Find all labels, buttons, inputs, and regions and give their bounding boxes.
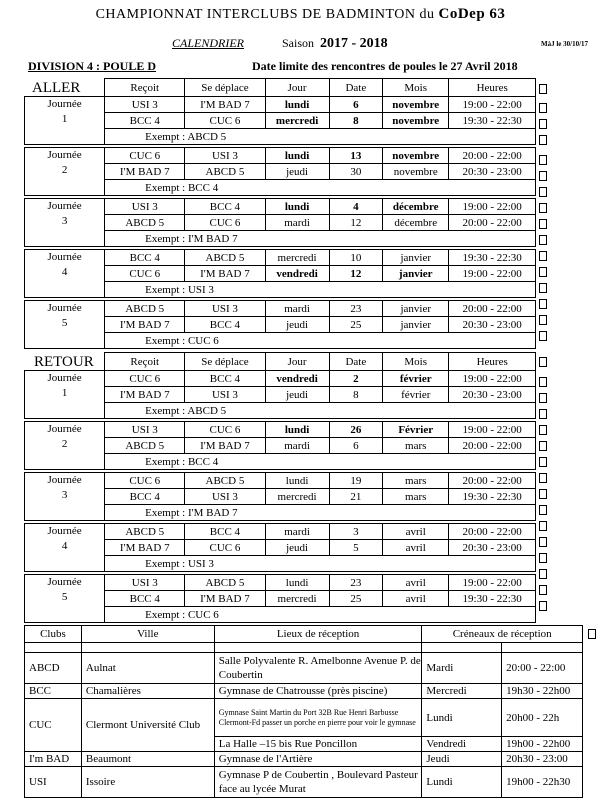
column-header: Heures xyxy=(449,353,536,371)
cell-jour: vendredi xyxy=(265,266,329,282)
cell-mois: décembre xyxy=(383,215,449,231)
cell-away: ABCD 5 xyxy=(185,473,265,489)
club-heure: 20h00 - 22h xyxy=(502,699,583,737)
checkbox-icon[interactable] xyxy=(539,119,547,129)
cell-home: CUC 6 xyxy=(105,266,185,282)
exempt-cell: Exempt : BCC 4 xyxy=(105,454,536,470)
retour-label: RETOUR xyxy=(34,354,94,370)
club-ville: Beaumont xyxy=(81,752,214,767)
checkbox-icon[interactable] xyxy=(539,357,547,367)
cell-away: USI 3 xyxy=(185,387,265,403)
journee-cell xyxy=(25,148,105,196)
cell-home: BCC 4 xyxy=(105,113,185,129)
clubs-header-lieu: Lieux de réception xyxy=(214,626,422,643)
match-row xyxy=(25,250,536,266)
cell-heures: 20:00 - 22:00 xyxy=(449,148,536,164)
cell-home: BCC 4 xyxy=(105,489,185,505)
checkbox-icon[interactable] xyxy=(539,505,547,515)
retour-table xyxy=(24,352,536,623)
cell-home: I'M BAD 7 xyxy=(105,540,185,556)
cell-mois: avril xyxy=(383,575,449,591)
cell-home: USI 3 xyxy=(105,422,185,438)
cell-heures: 19:30 - 22:30 xyxy=(449,250,536,266)
checkbox-icon[interactable] xyxy=(539,425,547,435)
cell-mois: mars xyxy=(383,473,449,489)
title-org: CoDep 63 xyxy=(438,6,506,22)
checkbox-icon[interactable] xyxy=(539,585,547,595)
club-jour: Mardi xyxy=(422,653,502,684)
aller-label: ALLER xyxy=(32,80,81,96)
cell-date: 21 xyxy=(329,489,382,505)
journee-number: 3 xyxy=(61,215,68,227)
exempt-cell: Exempt : I'M BAD 7 xyxy=(105,231,536,247)
cell-home: ABCD 5 xyxy=(105,301,185,317)
saison-label: Saison xyxy=(282,36,315,50)
cell-home: USI 3 xyxy=(105,575,185,591)
checkbox-icon[interactable] xyxy=(539,103,547,113)
cell-jour: lundi xyxy=(265,97,329,113)
journee-cell xyxy=(25,524,105,572)
column-header: Jour xyxy=(265,353,329,371)
checkbox-icon[interactable] xyxy=(539,171,547,181)
cell-home: ABCD 5 xyxy=(105,215,185,231)
checkbox-icon[interactable] xyxy=(539,235,547,245)
cell-away: CUC 6 xyxy=(185,540,265,556)
journee-label: Journée xyxy=(47,474,82,486)
cell-away: USI 3 xyxy=(185,301,265,317)
cell-home: I'M BAD 7 xyxy=(105,387,185,403)
cell-heures: 20:30 - 23:00 xyxy=(449,164,536,180)
cell-home: USI 3 xyxy=(105,97,185,113)
cell-jour: jeudi xyxy=(265,164,329,180)
journee-number: 4 xyxy=(61,540,68,552)
checkbox-icon[interactable] xyxy=(539,203,547,213)
checkbox-icon[interactable] xyxy=(588,629,596,639)
club-jour: Lundi xyxy=(422,767,502,798)
journee-label: Journée xyxy=(47,372,82,384)
journee-cell xyxy=(25,301,105,349)
clubs-header-ville: Ville xyxy=(81,626,214,643)
deadline-text: Date limite des rencontres de poules le 27 Avril 2018 xyxy=(252,59,518,73)
exempt-cell: Exempt : CUC 6 xyxy=(105,607,536,623)
exempt-cell: Exempt : ABCD 5 xyxy=(105,129,536,145)
cell-heures: 19:30 - 22:30 xyxy=(449,591,536,607)
maj-date: MàJ le 30/10/17 xyxy=(541,40,589,48)
cell-date: 25 xyxy=(329,317,382,333)
column-header: Date xyxy=(329,353,382,371)
exempt-cell: Exempt : USI 3 xyxy=(105,282,536,298)
cell-away: USI 3 xyxy=(185,489,265,505)
club-ville: Issoire xyxy=(81,767,214,798)
cell-away: I'M BAD 7 xyxy=(185,591,265,607)
cell-home: I'M BAD 7 xyxy=(105,164,185,180)
saison xyxy=(282,36,388,52)
cell-mois: mars xyxy=(383,438,449,454)
journee-number: 1 xyxy=(61,113,68,125)
club-ville: Chamalières xyxy=(81,684,214,699)
cell-jour: mercredi xyxy=(265,250,329,266)
cell-heures: 20:30 - 23:00 xyxy=(449,387,536,403)
checkbox-icon[interactable] xyxy=(539,409,547,419)
cell-jour: mercredi xyxy=(265,591,329,607)
cell-away: I'M BAD 7 xyxy=(185,97,265,113)
cell-mois: avril xyxy=(383,540,449,556)
cell-date: 5 xyxy=(329,540,382,556)
cell-heures: 19:00 - 22:00 xyxy=(449,97,536,113)
checkbox-icon[interactable] xyxy=(539,377,547,387)
club-name: I'm BAD xyxy=(25,752,82,767)
club-name: ABCD xyxy=(25,653,82,684)
cell-heures: 20:00 - 22:00 xyxy=(449,473,536,489)
journee-label: Journée xyxy=(47,525,82,537)
cell-mois: janvier xyxy=(383,266,449,282)
exempt-cell: Exempt : USI 3 xyxy=(105,556,536,572)
cell-date: 12 xyxy=(329,215,382,231)
cell-date: 26 xyxy=(329,422,382,438)
journee-label: Journée xyxy=(47,149,82,161)
division-label xyxy=(28,59,156,74)
cell-heures: 19:00 - 22:00 xyxy=(449,422,536,438)
cell-heures: 20:00 - 22:00 xyxy=(449,438,536,454)
column-header: Reçoit xyxy=(105,353,185,371)
cell-away: CUC 6 xyxy=(185,113,265,129)
checkbox-icon[interactable] xyxy=(539,441,547,451)
club-heure: 19h00 - 22h30 xyxy=(502,767,583,798)
club-name: BCC xyxy=(25,684,82,699)
journee-label: Journée xyxy=(47,200,82,212)
cell-date: 23 xyxy=(329,301,382,317)
club-heure: 20h30 - 23:00 xyxy=(502,752,583,767)
club-jour: Vendredi xyxy=(422,737,502,752)
journee-number: 2 xyxy=(61,438,68,450)
cell-jour: mercredi xyxy=(265,489,329,505)
checkbox-icon[interactable] xyxy=(539,569,547,579)
checkbox-icon[interactable] xyxy=(539,473,547,483)
cell-date: 19 xyxy=(329,473,382,489)
checkbox-icon[interactable] xyxy=(539,489,547,499)
club-name: USI xyxy=(25,767,82,798)
cell-heures: 19:00 - 22:00 xyxy=(449,199,536,215)
cell-jour: vendredi xyxy=(265,371,329,387)
cell-mois: janvier xyxy=(383,250,449,266)
clubs-table xyxy=(24,625,583,798)
checkbox-icon[interactable] xyxy=(539,601,547,611)
checkbox-icon[interactable] xyxy=(539,267,547,277)
match-row xyxy=(25,524,536,540)
club-lieu: Salle Polyvalente R. Amelbonne Avenue P. de Coubertin xyxy=(214,653,422,684)
cell-jour: lundi xyxy=(265,575,329,591)
journee-number: 1 xyxy=(61,387,68,399)
cell-date: 2 xyxy=(329,371,382,387)
cell-jour: mardi xyxy=(265,524,329,540)
cell-date: 30 xyxy=(329,164,382,180)
calendrier-label: CALENDRIER xyxy=(172,36,244,50)
checkbox-icon[interactable] xyxy=(539,283,547,293)
cell-date: 13 xyxy=(329,148,382,164)
cell-heures: 19:00 - 22:00 xyxy=(449,371,536,387)
cell-mois: avril xyxy=(383,524,449,540)
cell-away: I'M BAD 7 xyxy=(185,438,265,454)
journee-cell xyxy=(25,97,105,145)
journee-label: Journée xyxy=(47,98,82,110)
journee-cell xyxy=(25,199,105,247)
club-lieu: Gymnase de Chatrousse (près piscine) xyxy=(214,684,422,699)
cell-mois: janvier xyxy=(383,317,449,333)
column-header: Heures xyxy=(449,79,536,97)
cell-mois: février xyxy=(383,387,449,403)
cell-heures: 20:30 - 23:00 xyxy=(449,317,536,333)
cell-jour: jeudi xyxy=(265,387,329,403)
division-text: DIVISION 4 : POULE D xyxy=(28,59,157,73)
cell-date: 4 xyxy=(329,199,382,215)
cell-date: 23 xyxy=(329,575,382,591)
journee-label: Journée xyxy=(47,302,82,314)
checkbox-icon[interactable] xyxy=(539,299,547,309)
cell-jour: lundi xyxy=(265,422,329,438)
exempt-cell: Exempt : I'M BAD 7 xyxy=(105,505,536,521)
cell-date: 25 xyxy=(329,591,382,607)
cell-away: CUC 6 xyxy=(185,422,265,438)
cell-away: ABCD 5 xyxy=(185,164,265,180)
cell-heures: 19:30 - 22:30 xyxy=(449,113,536,129)
cell-home: I'M BAD 7 xyxy=(105,317,185,333)
cell-jour: lundi xyxy=(265,148,329,164)
cell-heures: 19:30 - 22:30 xyxy=(449,489,536,505)
club-heure: 19h00 - 22h00 xyxy=(502,737,583,752)
checkbox-icon[interactable] xyxy=(539,521,547,531)
exempt-cell: Exempt : CUC 6 xyxy=(105,333,536,349)
cell-away: USI 3 xyxy=(185,148,265,164)
cell-jour: mercredi xyxy=(265,113,329,129)
match-row xyxy=(25,422,536,438)
match-row xyxy=(25,473,536,489)
cell-date: 10 xyxy=(329,250,382,266)
cell-away: I'M BAD 7 xyxy=(185,266,265,282)
cell-date: 12 xyxy=(329,266,382,282)
journee-cell xyxy=(25,422,105,470)
cell-mois: novembre xyxy=(383,164,449,180)
match-row xyxy=(25,97,536,113)
cell-jour: jeudi xyxy=(265,540,329,556)
aller-table xyxy=(24,78,536,349)
journee-number: 3 xyxy=(61,489,68,501)
cell-jour: lundi xyxy=(265,473,329,489)
cell-date: 8 xyxy=(329,387,382,403)
checkbox-icon[interactable] xyxy=(539,553,547,563)
club-jour: Lundi xyxy=(422,699,502,737)
cell-mois: décembre xyxy=(383,199,449,215)
club-jour: Jeudi xyxy=(422,752,502,767)
column-header: Reçoit xyxy=(105,79,185,97)
journee-cell xyxy=(25,371,105,419)
cell-date: 6 xyxy=(329,438,382,454)
cell-home: ABCD 5 xyxy=(105,524,185,540)
journee-number: 2 xyxy=(61,164,68,176)
exempt-cell: Exempt : BCC 4 xyxy=(105,180,536,196)
match-row xyxy=(25,199,536,215)
saison-value: 2017 - 2018 xyxy=(320,36,388,51)
checkbox-icon[interactable] xyxy=(539,331,547,341)
clubs-header-club: Clubs xyxy=(25,626,82,643)
cell-date: 6 xyxy=(329,97,382,113)
journee-label: Journée xyxy=(47,576,82,588)
clubs-header-creneaux: Créneaux de réception xyxy=(422,626,583,643)
club-ville: Aulnat xyxy=(81,653,214,684)
cell-mois: janvier xyxy=(383,301,449,317)
checkbox-icon[interactable] xyxy=(539,155,547,165)
club-lieu: Gymnase Saint Martin du Port 32B Rue Henri Barbusse Clermont-Fd passer un porche en pierre pour voir le gymnase xyxy=(214,699,422,737)
club-lieu: Gymnase de l'Artière xyxy=(214,752,422,767)
cell-mois: Février xyxy=(383,422,449,438)
column-header: Se déplace xyxy=(185,353,265,371)
club-name: CUC xyxy=(25,699,82,752)
cell-mois: février xyxy=(383,371,449,387)
club-heure: 20:00 - 22:00 xyxy=(502,653,583,684)
cell-heures: 19:00 - 22:00 xyxy=(449,266,536,282)
cell-home: USI 3 xyxy=(105,199,185,215)
journee-cell xyxy=(25,250,105,298)
journee-cell xyxy=(25,473,105,521)
cell-jour: mardi xyxy=(265,301,329,317)
cell-home: BCC 4 xyxy=(105,591,185,607)
club-heure: 19h30 - 22h00 xyxy=(502,684,583,699)
checkbox-icon[interactable] xyxy=(539,251,547,261)
checkbox-icon[interactable] xyxy=(539,393,547,403)
journee-number: 5 xyxy=(61,591,68,603)
journee-label: Journée xyxy=(47,251,82,263)
club-lieu: Gymnase P de Coubertin , Boulevard Pasteur face au lycée Murat xyxy=(214,767,422,798)
checkbox-icon[interactable] xyxy=(539,84,547,94)
cell-heures: 19:00 - 22:00 xyxy=(449,575,536,591)
cell-heures: 20:30 - 23:00 xyxy=(449,540,536,556)
cell-home: CUC 6 xyxy=(105,473,185,489)
cell-mois: avril xyxy=(383,591,449,607)
page-title xyxy=(0,6,601,23)
checkbox-icon[interactable] xyxy=(539,537,547,547)
cell-away: BCC 4 xyxy=(185,199,265,215)
cell-heures: 20:00 - 22:00 xyxy=(449,301,536,317)
column-header: Jour xyxy=(265,79,329,97)
cell-heures: 20:00 - 22:00 xyxy=(449,215,536,231)
cell-date: 3 xyxy=(329,524,382,540)
match-row xyxy=(25,301,536,317)
club-lieu: La Halle –15 bis Rue Poncillon xyxy=(214,737,422,752)
checkbox-icon[interactable] xyxy=(539,315,547,325)
cell-heures: 20:00 - 22:00 xyxy=(449,524,536,540)
match-row xyxy=(25,575,536,591)
cell-date: 8 xyxy=(329,113,382,129)
cell-away: BCC 4 xyxy=(185,371,265,387)
checkbox-icon[interactable] xyxy=(539,187,547,197)
column-header: Mois xyxy=(383,79,449,97)
cell-jour: mardi xyxy=(265,438,329,454)
club-jour: Mercredi xyxy=(422,684,502,699)
cell-home: ABCD 5 xyxy=(105,438,185,454)
journee-number: 5 xyxy=(61,317,68,329)
cell-away: ABCD 5 xyxy=(185,575,265,591)
cell-away: ABCD 5 xyxy=(185,250,265,266)
cell-home: CUC 6 xyxy=(105,148,185,164)
cell-mois: novembre xyxy=(383,148,449,164)
journee-label: Journée xyxy=(47,423,82,435)
checkbox-icon[interactable] xyxy=(539,219,547,229)
cell-jour: mardi xyxy=(265,215,329,231)
title-prefix: CHAMPIONNAT INTERCLUBS DE BADMINTON du xyxy=(95,7,435,22)
journee-cell xyxy=(25,575,105,623)
cell-mois: novembre xyxy=(383,97,449,113)
cell-home: CUC 6 xyxy=(105,371,185,387)
match-row xyxy=(25,148,536,164)
match-row xyxy=(25,371,536,387)
checkbox-icon[interactable] xyxy=(539,135,547,145)
header-blank xyxy=(25,353,105,371)
cell-home: BCC 4 xyxy=(105,250,185,266)
column-header: Mois xyxy=(383,353,449,371)
cell-away: BCC 4 xyxy=(185,317,265,333)
club-ville: Clermont Université Club xyxy=(81,699,214,752)
column-header: Se déplace xyxy=(185,79,265,97)
journee-number: 4 xyxy=(61,266,68,278)
checkbox-icon[interactable] xyxy=(539,457,547,467)
cell-away: BCC 4 xyxy=(185,524,265,540)
cell-mois: novembre xyxy=(383,113,449,129)
cell-mois: mars xyxy=(383,489,449,505)
header-blank xyxy=(25,79,105,97)
cell-jour: lundi xyxy=(265,199,329,215)
cell-jour: jeudi xyxy=(265,317,329,333)
exempt-cell: Exempt : ABCD 5 xyxy=(105,403,536,419)
cell-away: CUC 6 xyxy=(185,215,265,231)
column-header: Date xyxy=(329,79,382,97)
